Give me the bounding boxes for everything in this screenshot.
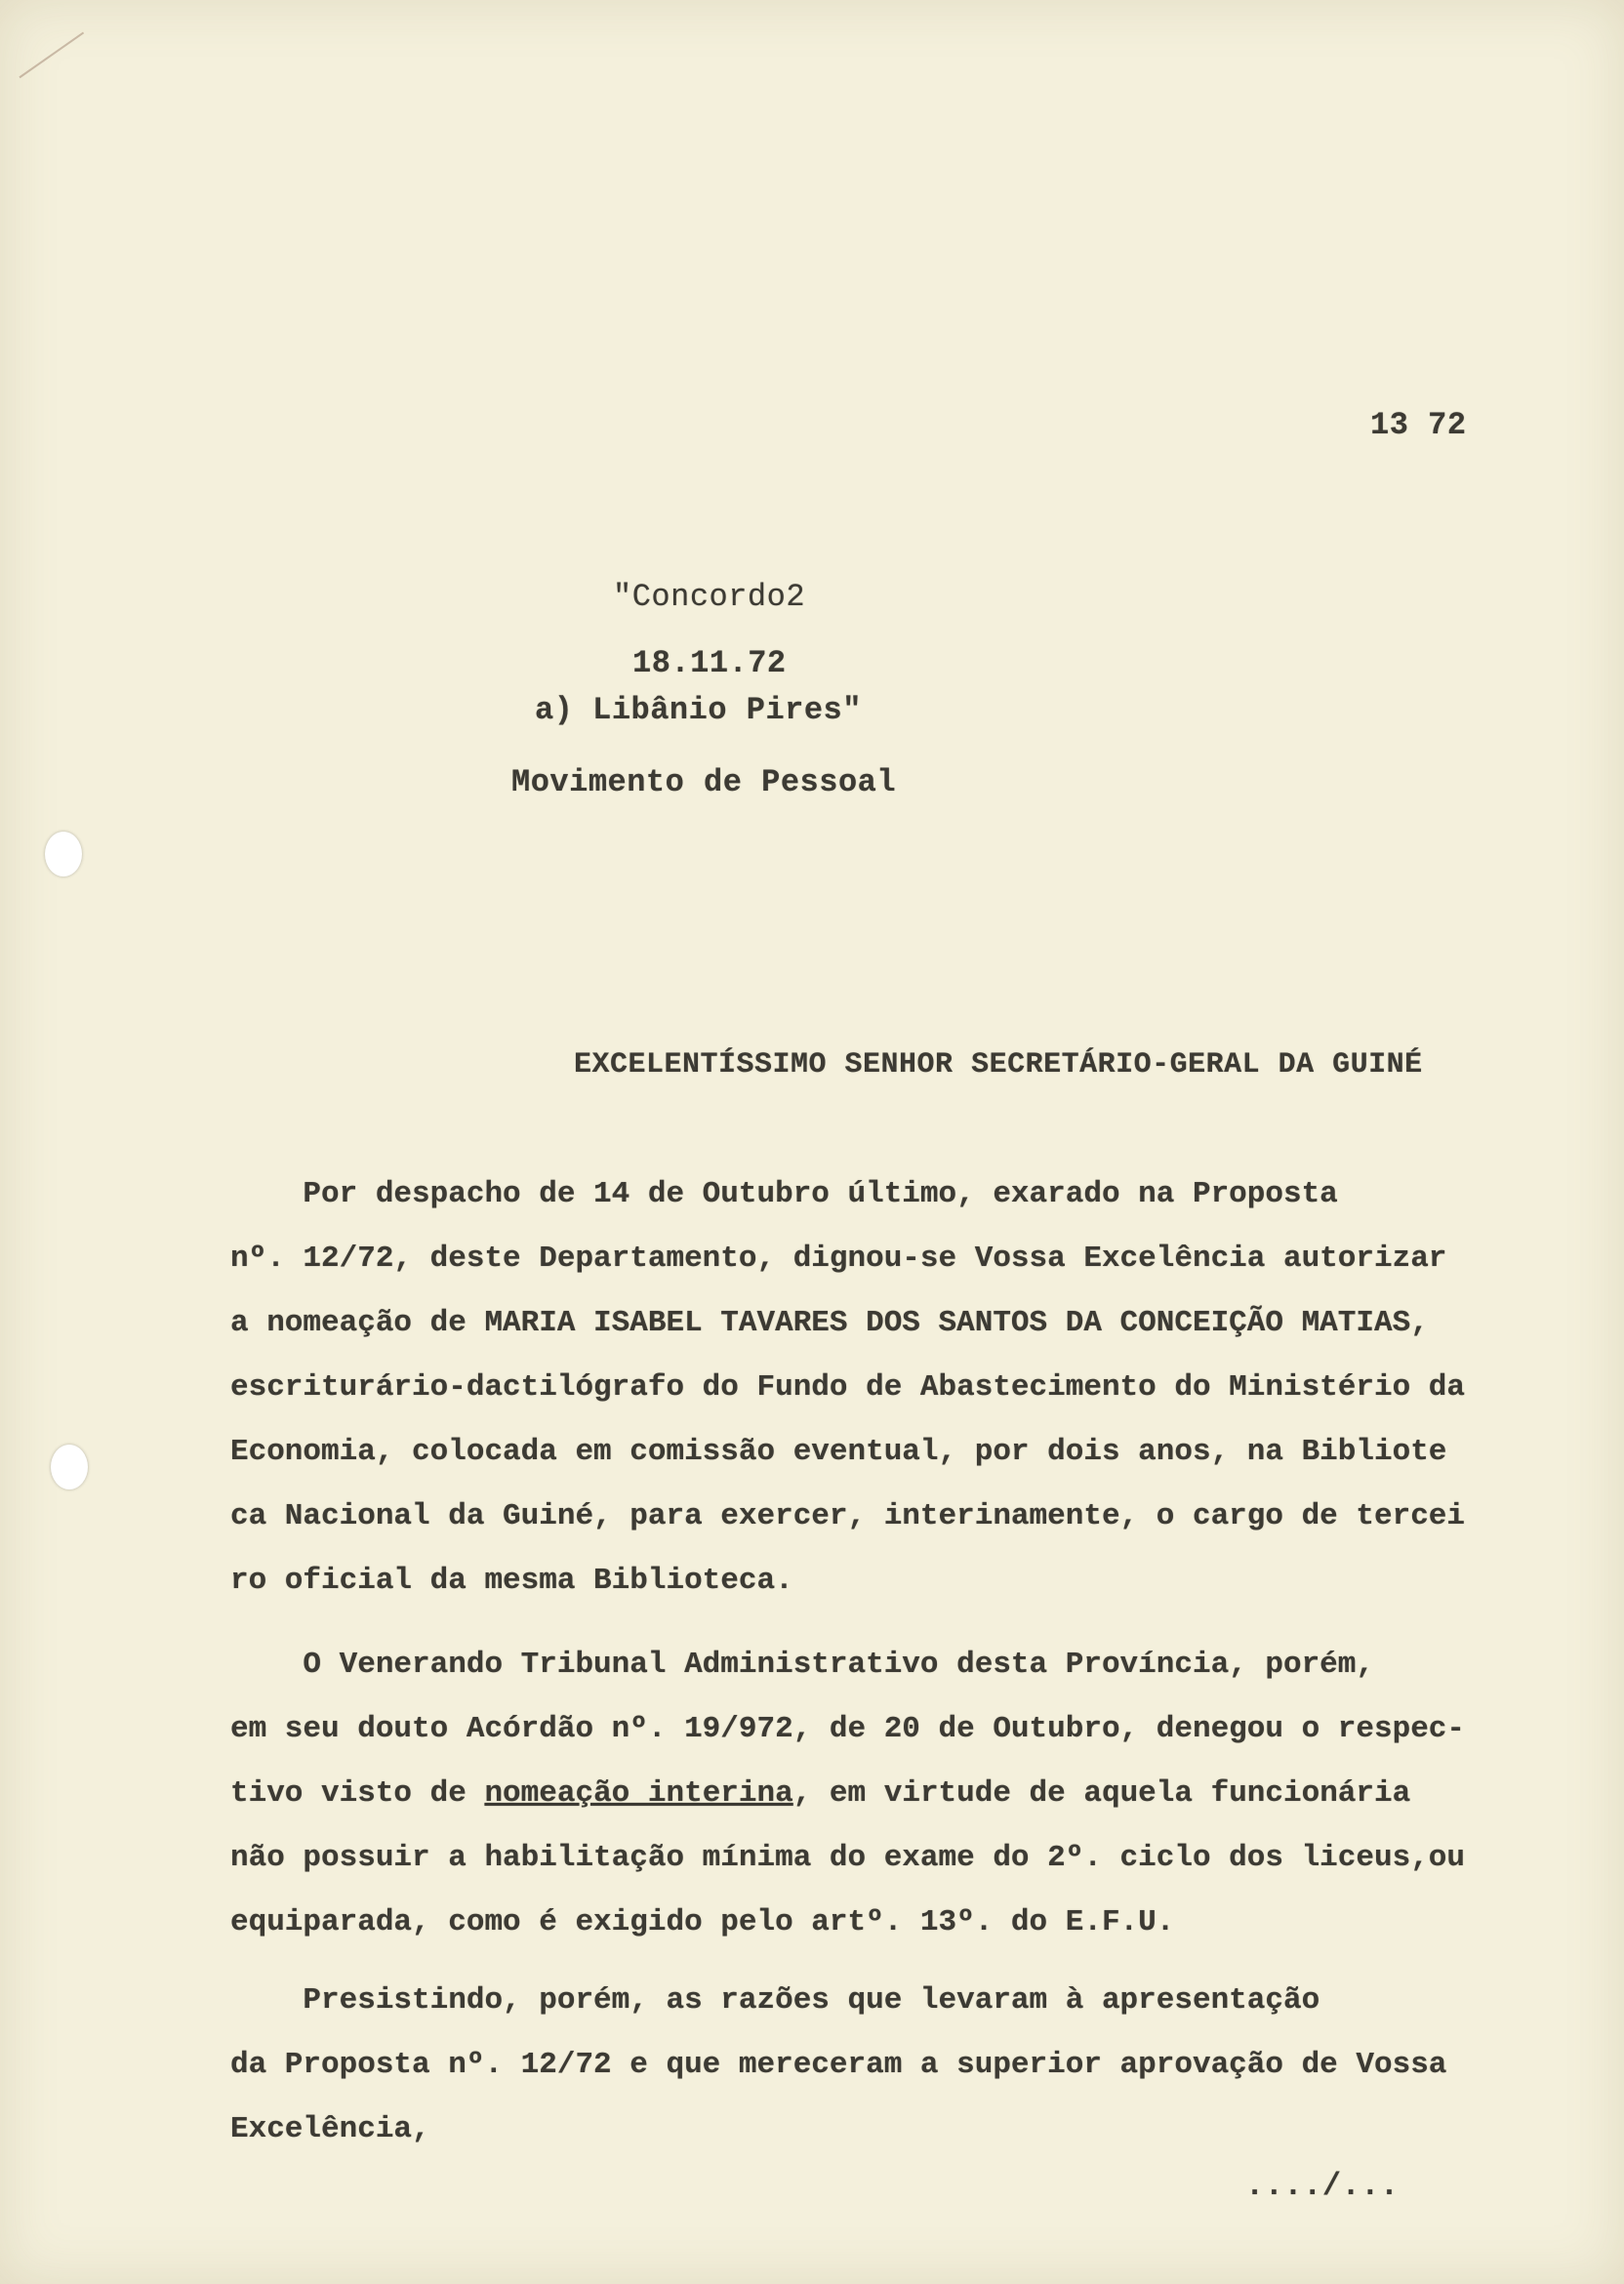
- approval-signatory: a) Libânio Pires": [535, 692, 862, 728]
- paragraph-2: [230, 1650, 1558, 1972]
- paragraph-line: Por despacho de 14 de Outubro último, exarado na Proposta: [230, 1177, 1338, 1211]
- paragraph-line: equiparada, como é exigido pelo artº. 13º. do E.F.U.: [230, 1905, 1175, 1939]
- paragraph-line: a nomeação de MARIA ISABEL TAVARES DOS SANTOS DA CONCEIÇÃO MATIAS,: [230, 1306, 1429, 1340]
- paragraph-1: [230, 1179, 1558, 1630]
- paragraph-line: Excelência,: [230, 2112, 430, 2146]
- approval-note: "Concordo2: [613, 579, 806, 615]
- salutation: EXCELENTÍSSIMO SENHOR SECRETÁRIO-GERAL DA GUINÉ: [574, 1048, 1423, 1081]
- paragraph-line: não possuir a habilitação mínima do exame do 2º. ciclo dos liceus,ou: [230, 1841, 1466, 1875]
- paragraph-3: [230, 1985, 1558, 2179]
- department-label: Movimento de Pessoal: [511, 764, 897, 800]
- paragraph-line: Presistindo, porém, as razões que levaram à apresentação: [230, 1983, 1320, 2018]
- paragraph-line: da Proposta nº. 12/72 e que mereceram a superior aprovação de Vossa: [230, 2048, 1447, 2082]
- text-run: tivo visto de: [230, 1776, 485, 1811]
- paragraph-line: O Venerando Tribunal Administrativo desta Província, porém,: [230, 1648, 1374, 1682]
- reference-number: 13 72: [1370, 407, 1467, 443]
- paragraph-line: Economia, colocada em comissão eventual, por dois anos, na Bibliote: [230, 1435, 1447, 1469]
- paragraph-line: ro oficial da mesma Biblioteca.: [230, 1564, 793, 1598]
- approval-date: 18.11.72: [632, 645, 787, 681]
- text-run: , em virtude de aquela funcionária: [792, 1776, 1411, 1811]
- punch-hole-top: [45, 832, 82, 877]
- paragraph-line: ca Nacional da Guiné, para exercer, interinamente, o cargo de tercei: [230, 1499, 1466, 1533]
- torn-corner: [19, 32, 117, 127]
- paragraph-line: em seu douto Acórdão nº. 19/972, de 20 de Outubro, denegou o respec-: [230, 1712, 1466, 1746]
- paragraph-line: escriturário-dactilógrafo do Fundo de Abastecimento do Ministério da: [230, 1370, 1466, 1405]
- punch-hole-bottom: [51, 1445, 88, 1489]
- continuation-mark: ..../...: [1245, 2168, 1400, 2204]
- paragraph-line: [230, 1778, 1558, 1843]
- underlined-term: nomeação interina: [484, 1776, 793, 1811]
- paragraph-line: nº. 12/72, deste Departamento, dignou-se Vossa Excelência autorizar: [230, 1242, 1447, 1276]
